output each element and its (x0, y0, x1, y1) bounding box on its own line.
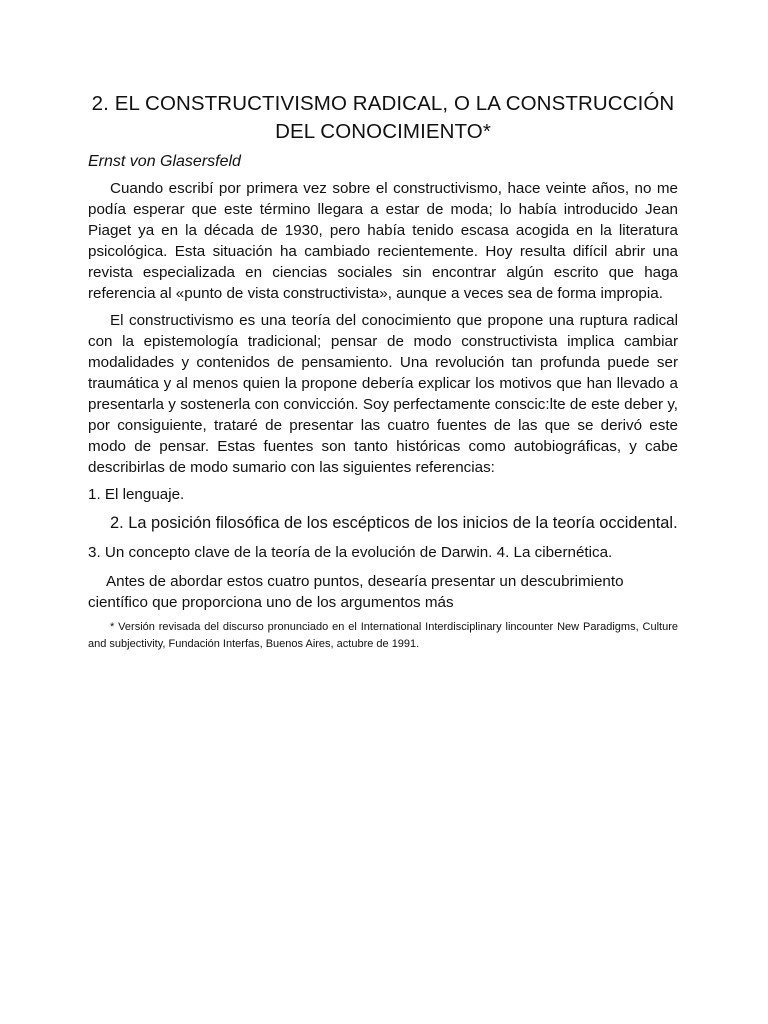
footnote: * Versión revisada del discurso pronunciado en el International Interdisciplinary lincounter New Paradigms, Culture and subjectivity, Fundación Interfas, Buenos Aires, actubre de 1991. (88, 621, 678, 650)
chapter-title (88, 90, 678, 146)
list-item-2: 2. La posición filosófica de los escépticos de los inicios de la teoría occidental. (110, 514, 678, 532)
chapter-title-line-2: DEL CONOCIMIENTO* (275, 120, 491, 143)
chapter-title-line-1: 2. EL CONSTRUCTIVISMO RADICAL, O LA CONSTRUCCIÓN (91, 92, 675, 115)
list-item-1: 1. El lenguaje. (88, 486, 185, 503)
closing-paragraph: Antes de abordar estos cuatro puntos, desearía presentar un descubrimiento científico que proporciona uno de los argumentos más (88, 573, 624, 611)
body-paragraph-1: Cuando escribí por primera vez sobre el constructivismo, hace veinte años, no me podía esperar que este término llegara a estar de moda; lo había introducido Jean Piaget ya en la década de 1930, pero había tenido escasa acogida en la literatura psicológica. Esta situación ha cambiado recientemente. Hoy resulta difícil abrir una revista especializada en ciencias sociales sin encontrar algún escrito que haga referencia al «punto de vista constructivista», aunque a veces sea de forma impropia. (88, 180, 678, 302)
author-name: Ernst von Glasersfeld (88, 153, 241, 170)
body-paragraph-2: El constructivismo es una teoría del conocimiento que propone una ruptura radical con la epistemología tradicional; pensar de modo constructivista implica cambiar modalidades y contenidos de pensamiento. Una revolución tan profunda puede ser traumática y al menos quien la propone debería explicar los motivos que han llevado a presentarla y sostenerla con convicción. Soy perfectamente conscic:lte de este deber y, por consiguiente, trataré de presentar las cuatro fuentes de las que se derivó este modo de pensar. Estas fuentes son tanto históricas como autobiográficas, y cabe describirlas de modo sumario con las siguientes referencias: (88, 312, 678, 476)
list-item-3: 3. Un concepto clave de la teoría de la evolución de Darwin. 4. La cibernética. (88, 544, 613, 561)
document-page (88, 90, 678, 664)
